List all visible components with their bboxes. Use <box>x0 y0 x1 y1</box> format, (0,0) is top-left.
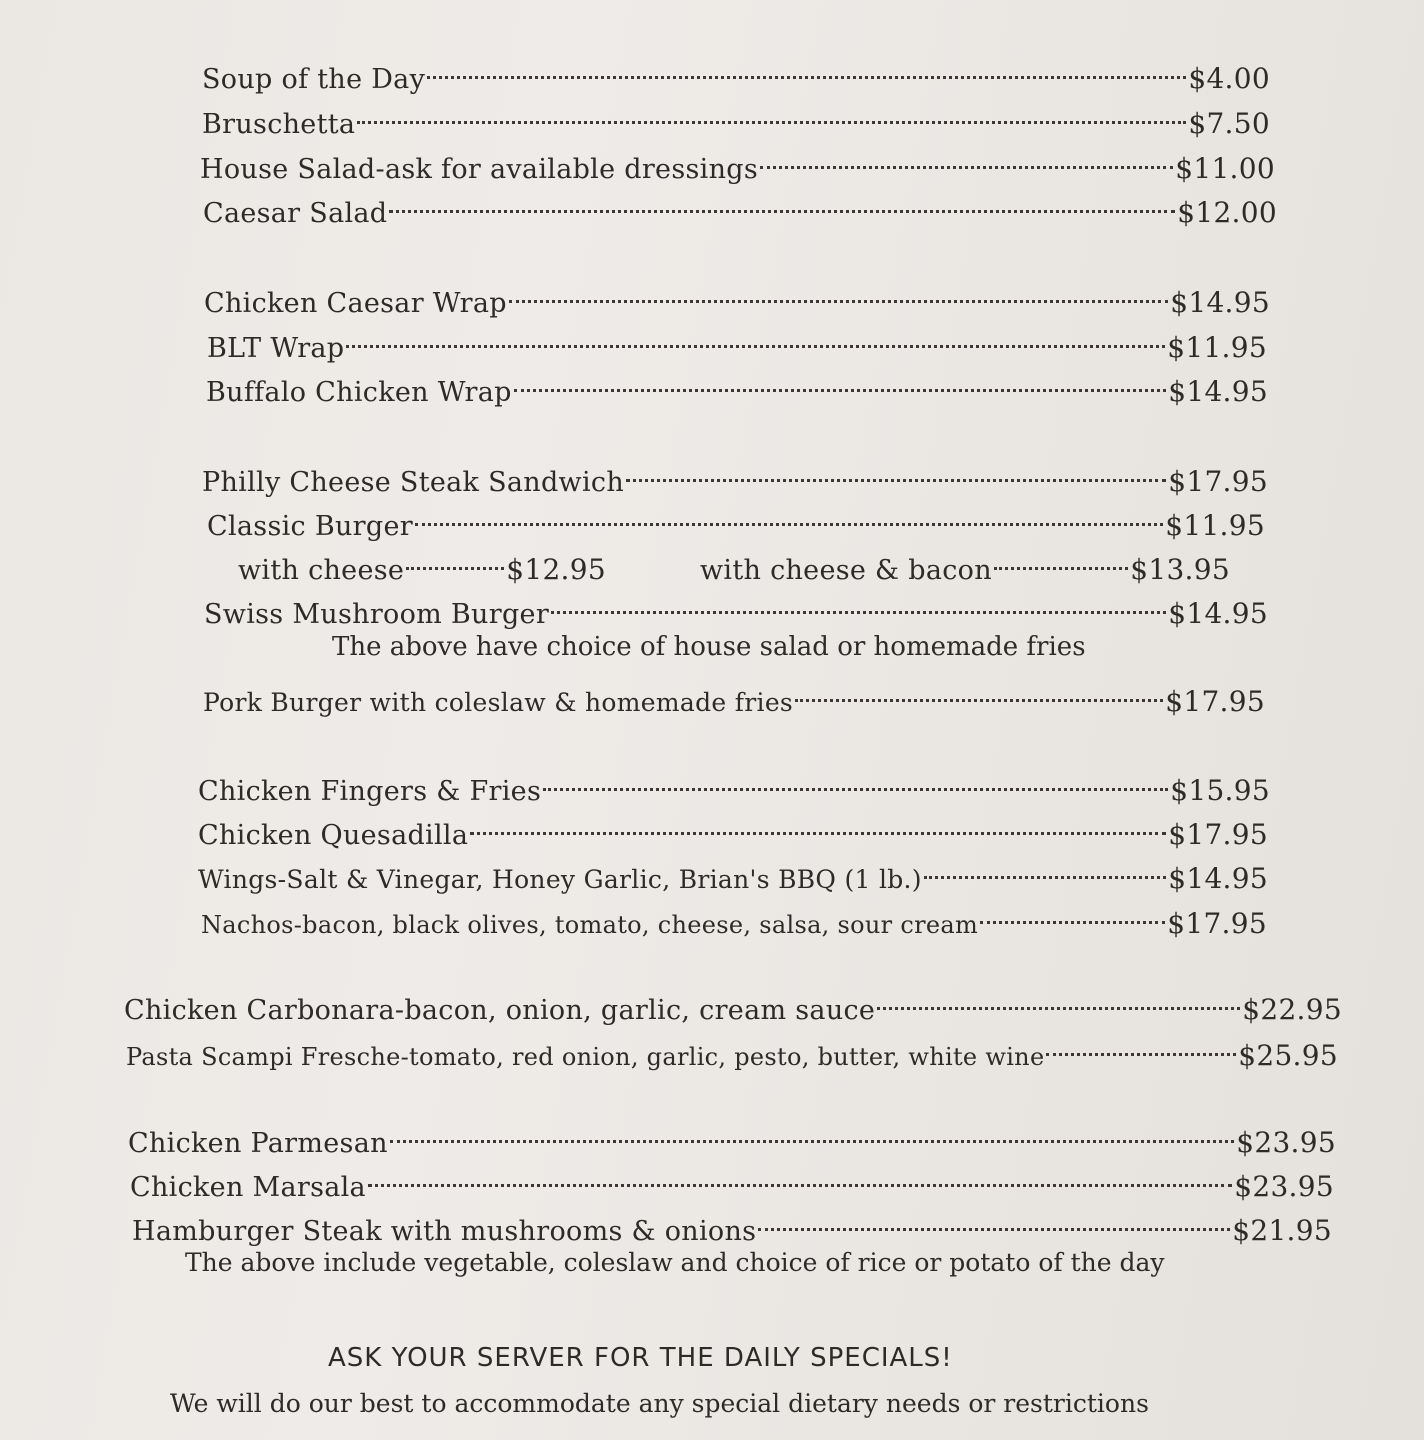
option-name: with cheese & bacon <box>700 555 992 586</box>
dot-leader <box>389 182 1175 222</box>
menu-item <box>206 361 1268 408</box>
menu-item-name: BLT Wrap <box>207 333 345 364</box>
menu-item <box>130 1156 1334 1203</box>
menu-item <box>207 317 1267 364</box>
menu-item-price: $22.95 <box>1242 993 1342 1026</box>
dot-leader <box>758 1200 1230 1240</box>
option-name: with cheese <box>238 555 405 586</box>
menu-item-name: Philly Cheese Steak Sandwich <box>202 467 625 498</box>
menu-item <box>203 671 1265 718</box>
menu-item-name: Buffalo Chicken Wrap <box>206 377 512 408</box>
menu-item <box>207 495 1265 542</box>
menu-item-name: Chicken Marsala <box>130 1172 366 1203</box>
menu-item <box>126 1025 1338 1072</box>
menu-item <box>203 182 1277 229</box>
dietary-note: We will do our best to accommodate any special dietary needs or restrictions <box>170 1389 1149 1418</box>
menu-item-name: Chicken Parmesan <box>128 1128 388 1159</box>
menu-item-price: $4.00 <box>1188 62 1270 95</box>
menu-item-name: Chicken Caesar Wrap <box>204 288 507 319</box>
dot-leader <box>415 495 1163 535</box>
menu-item <box>128 1112 1336 1159</box>
dot-leader <box>470 804 1166 844</box>
menu-item-price: $14.95 <box>1168 597 1268 630</box>
dot-leader <box>626 451 1166 491</box>
menu-item-price: $23.95 <box>1236 1126 1336 1159</box>
section-note: The above include vegetable, coleslaw and choice of rice or potato of the day <box>185 1248 1165 1277</box>
menu-item <box>132 1200 1332 1247</box>
dot-leader <box>924 848 1166 888</box>
menu-item-price: $14.95 <box>1170 286 1270 319</box>
menu-item-price: $11.00 <box>1175 152 1275 185</box>
dot-leader <box>980 893 1165 933</box>
menu-item-price: $23.95 <box>1234 1170 1334 1203</box>
dot-leader <box>406 539 504 579</box>
dot-leader <box>346 317 1165 357</box>
menu-item-name: House Salad-ask for available dressings <box>200 154 759 185</box>
burger-option <box>700 539 1230 586</box>
dot-leader <box>427 48 1186 88</box>
option-price: $13.95 <box>1130 553 1230 586</box>
menu-item-name: Wings-Salt & Vinegar, Honey Garlic, Brian's BBQ (1 lb.) <box>198 865 922 894</box>
dot-leader <box>357 93 1186 133</box>
menu-item-price: $7.50 <box>1188 107 1270 140</box>
option-price: $12.95 <box>506 553 606 586</box>
menu-item-name: Swiss Mushroom Burger <box>204 599 550 630</box>
dot-leader <box>509 272 1168 312</box>
menu-item-name: Pork Burger with coleslaw & homemade fries <box>203 688 794 717</box>
menu-item <box>201 893 1267 940</box>
menu-item-name: Chicken Carbonara-bacon, onion, garlic, cream sauce <box>124 995 876 1026</box>
menu-item-name: Pasta Scampi Fresche-tomato, red onion, garlic, pesto, butter, white wine <box>126 1043 1045 1071</box>
menu-item-name: Chicken Fingers & Fries <box>198 776 542 807</box>
menu-item <box>198 804 1268 851</box>
menu-item-price: $11.95 <box>1167 331 1267 364</box>
menu-item-price: $12.00 <box>1177 196 1277 229</box>
dot-leader <box>514 361 1166 401</box>
menu-item <box>198 760 1270 807</box>
menu-item-price: $14.95 <box>1168 375 1268 408</box>
menu-item <box>202 48 1270 95</box>
menu-item-name: Classic Burger <box>207 511 413 542</box>
dot-leader <box>390 1112 1234 1152</box>
menu-item <box>124 979 1342 1026</box>
section-note: The above have choice of house salad or homemade fries <box>332 632 1086 662</box>
menu-item <box>202 451 1268 498</box>
menu-item-name: Chicken Quesadilla <box>198 820 469 851</box>
dot-leader <box>760 138 1173 178</box>
dot-leader <box>543 760 1168 800</box>
menu-item-price: $17.95 <box>1167 907 1267 940</box>
menu-item-price: $15.95 <box>1170 774 1270 807</box>
menu-item <box>202 93 1270 140</box>
menu-item-price: $11.95 <box>1165 509 1265 542</box>
menu-item <box>204 272 1270 319</box>
dot-leader <box>795 671 1163 711</box>
menu-item-price: $17.95 <box>1165 685 1265 718</box>
dot-leader <box>368 1156 1232 1196</box>
menu-item-name: Bruschetta <box>202 109 356 140</box>
menu-item-name: Soup of the Day <box>202 64 426 95</box>
dot-leader <box>877 979 1240 1019</box>
specials-banner: ASK YOUR SERVER FOR THE DAILY SPECIALS! <box>328 1343 953 1373</box>
menu-item <box>198 848 1268 895</box>
menu-item-price: $25.95 <box>1238 1039 1338 1072</box>
menu-item-name: Hamburger Steak with mushrooms & onions <box>132 1216 757 1247</box>
menu-item-price: $17.95 <box>1168 465 1268 498</box>
burger-option <box>238 539 606 586</box>
menu-item-price: $14.95 <box>1168 862 1268 895</box>
menu-item <box>200 138 1275 185</box>
dot-leader <box>994 539 1128 579</box>
menu-item-price: $21.95 <box>1232 1214 1332 1247</box>
dot-leader <box>1046 1025 1236 1065</box>
menu-item-name: Caesar Salad <box>203 198 388 229</box>
menu-item-name: Nachos-bacon, black olives, tomato, cheese, salsa, sour cream <box>201 911 979 939</box>
menu-item-price: $17.95 <box>1168 818 1268 851</box>
menu-item <box>204 583 1268 630</box>
dot-leader <box>551 583 1166 623</box>
